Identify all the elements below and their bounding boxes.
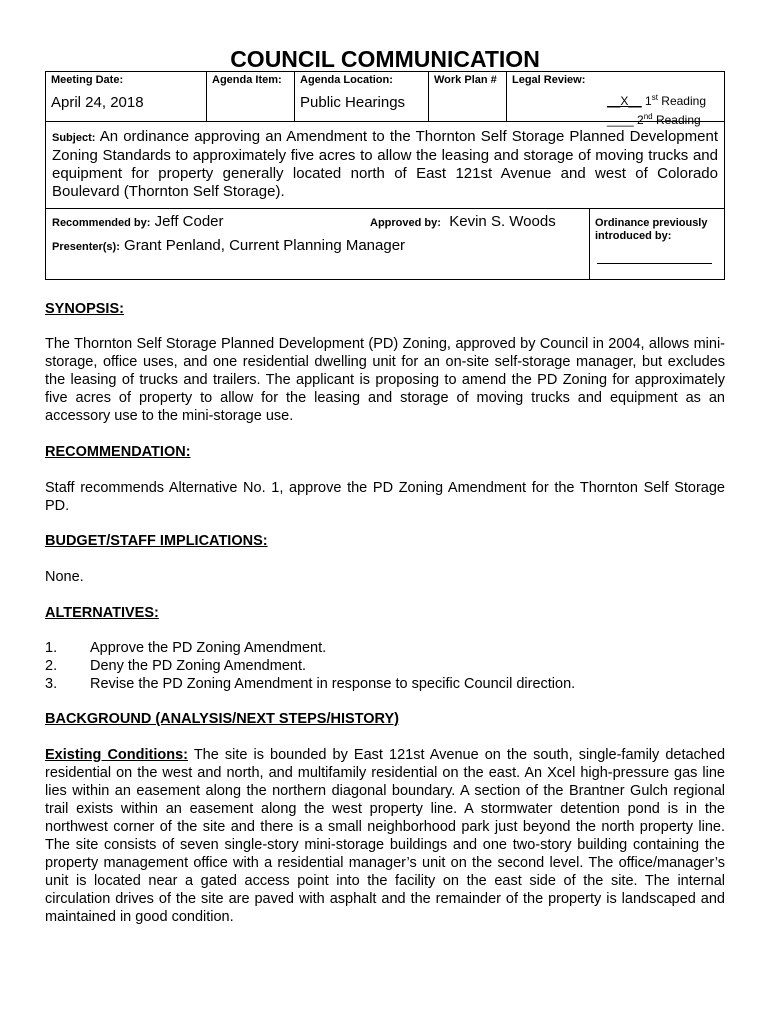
second-reading-mark: ____ xyxy=(606,113,634,127)
presenters-value: Grant Penland, Current Planning Manager xyxy=(124,237,406,254)
recommended-by-value: Jeff Coder xyxy=(154,213,224,230)
first-reading-text: Reading xyxy=(661,94,706,108)
list-item-number: 2. xyxy=(45,658,58,674)
meeting-date-value: April 24, 2018 xyxy=(51,94,144,111)
synopsis-heading-text: SYNOPSIS: xyxy=(45,301,124,317)
first-reading-mark: __X__ xyxy=(606,94,642,108)
second-reading xyxy=(607,109,706,128)
list-item xyxy=(45,675,725,693)
recommendation-heading xyxy=(45,443,725,461)
budget-heading xyxy=(45,532,725,550)
list-item xyxy=(45,657,725,675)
list-item-text: Revise the PD Zoning Amendment in response to specific Council direction. xyxy=(90,676,576,692)
second-reading-num: 2 xyxy=(637,113,644,127)
agenda-location-cell xyxy=(294,72,428,121)
existing-conditions xyxy=(45,746,725,926)
ordinance-label: Ordinance previously introduced by: xyxy=(595,217,708,242)
background-heading xyxy=(45,710,725,728)
synopsis-heading xyxy=(45,300,725,318)
header-table xyxy=(45,71,725,280)
agenda-location-label: Agenda Location: xyxy=(300,74,393,86)
alternatives-heading-text: ALTERNATIVES: xyxy=(45,605,159,621)
first-reading xyxy=(607,90,706,109)
recommendation-heading-text: RECOMMENDATION: xyxy=(45,444,191,460)
legal-review-cell xyxy=(506,72,724,127)
presenters-label: Presenter(s): xyxy=(52,241,120,253)
recommended-by-label: Recommended by: xyxy=(52,217,151,229)
ordinance-signature-line xyxy=(597,263,712,264)
work-plan-cell xyxy=(428,72,506,121)
list-item xyxy=(45,639,725,657)
legal-review-label: Legal Review: xyxy=(512,74,586,86)
alternatives-list xyxy=(45,639,725,693)
approved-by-label: Approved by: xyxy=(370,217,441,229)
existing-conditions-text: The site is bounded by East 121st Avenue on the south, single-family detached residential on the west and north, and multifamily residential on the east. An Xcel high-pressure gas line lies within an easement along the northern diagonal boundary. A section of the Brantner Gulch regional trail exists within an easement along the west property line. A stormwater detention pond is in the northwest corner of the site and there is a small neighborhood park just beyond the north property line. The site consists of seven single-story mini-storage buildings and one two-story building containing the property management office with a residential manager’s unit on the second level. The office/manager’s unit is located near a gated access point into the facility on the east side of the site. The internal circulation drives of the site are paved with asphalt and the remainder of the property is landscaped and maintained in good condition. xyxy=(45,747,726,925)
budget-text: None. xyxy=(45,569,84,585)
approved-by xyxy=(370,213,556,230)
budget-heading-text: BUDGET/STAFF IMPLICATIONS: xyxy=(45,533,268,549)
ordinance-cell xyxy=(589,209,724,279)
agenda-location-value: Public Hearings xyxy=(300,94,406,111)
list-item-number: 3. xyxy=(45,676,58,692)
approved-by-value: Kevin S. Woods xyxy=(449,213,556,230)
alternatives-heading xyxy=(45,604,725,622)
first-reading-num: 1 xyxy=(645,94,652,108)
first-reading-sup: st xyxy=(651,93,658,102)
header-row-meeting xyxy=(46,72,724,127)
subject-row xyxy=(46,122,724,209)
list-item-text: Approve the PD Zoning Amendment. xyxy=(90,640,327,656)
existing-conditions-label: Existing Conditions: xyxy=(45,747,189,763)
second-reading-sup: nd xyxy=(643,112,653,121)
presenters xyxy=(52,237,592,254)
synopsis-text: The Thornton Self Storage Planned Development (PD) Zoning, approved by Council in 2004, allows mini-storage, office uses, and one residential dwelling unit for an on-site self-storage manager, but excludes the leasing of trucks and trailers. The applicant is proposing to amend the PD Zoning for approximately five acres of property to allow for the leasing and storage of moving trucks and equipment as an accessory use to the mini-storage use. xyxy=(45,336,725,424)
background-heading-text: BACKGROUND (ANALYSIS/NEXT STEPS/HISTORY) xyxy=(45,711,399,727)
agenda-item-cell xyxy=(206,72,294,121)
second-reading-text: Reading xyxy=(655,113,701,127)
meeting-date-label: Meeting Date: xyxy=(51,74,124,86)
agenda-item-label: Agenda Item: xyxy=(212,74,282,86)
meeting-date-cell xyxy=(46,72,206,121)
subject-label: Subject: xyxy=(52,132,96,144)
list-item-number: 1. xyxy=(45,640,58,656)
reading-marks xyxy=(607,90,706,128)
recommendation-text: Staff recommends Alternative No. 1, approve the PD Zoning Amendment for the Thornton Self Storage PD. xyxy=(45,480,725,514)
document-title: COUNCIL COMMUNICATION xyxy=(230,46,540,72)
list-item-text: Deny the PD Zoning Amendment. xyxy=(90,658,307,674)
work-plan-label: Work Plan # xyxy=(434,74,497,86)
subject-text: An ordinance approving an Amendment to the Thornton Self Storage Planned Development Zoning Standards to approximately five acres to allow the leasing and storage of moving trucks and equipment for property generally located north of East 121st Avenue and west of Colorado Boulevard (Thornton Self Storage). xyxy=(52,128,718,200)
header-row-people xyxy=(46,209,724,279)
